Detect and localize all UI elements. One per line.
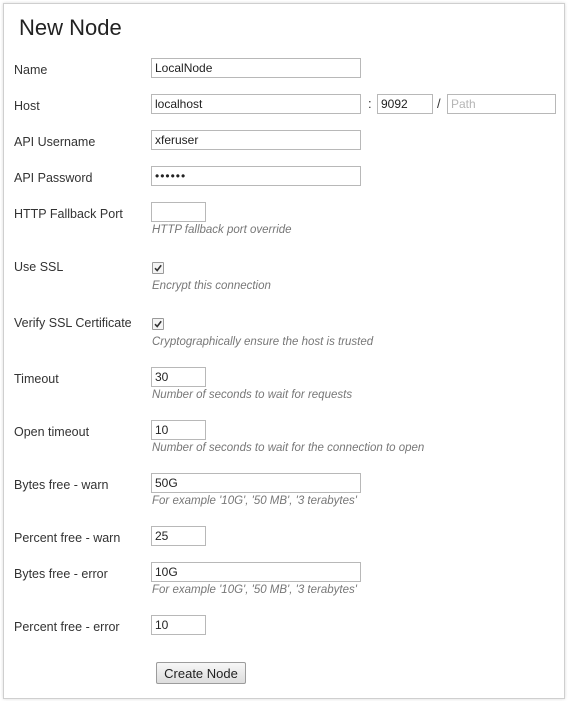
bytes-free-error-input[interactable] xyxy=(151,562,361,582)
timeout-label: Timeout xyxy=(14,372,59,386)
path-separator: / xyxy=(437,96,441,111)
open-timeout-hint: Number of seconds to wait for the connection to open xyxy=(152,442,425,454)
percent-free-error-label: Percent free - error xyxy=(14,620,120,634)
name-label: Name xyxy=(14,63,48,77)
api-password-label: API Password xyxy=(14,171,93,185)
port-separator: : xyxy=(368,96,372,111)
use-ssl-hint: Encrypt this connection xyxy=(152,280,271,292)
host-input[interactable] xyxy=(151,94,361,114)
bytes-free-warn-hint: For example '10G', '50 MB', '3 terabytes' xyxy=(152,495,357,507)
open-timeout-input[interactable] xyxy=(151,420,206,440)
host-label: Host xyxy=(14,99,40,113)
timeout-hint: Number of seconds to wait for requests xyxy=(152,389,353,401)
timeout-input[interactable] xyxy=(151,367,206,387)
path-input[interactable] xyxy=(447,94,556,114)
api-password-input[interactable] xyxy=(151,166,361,186)
api-username-label: API Username xyxy=(14,135,96,149)
bytes-free-error-hint: For example '10G', '50 MB', '3 terabytes' xyxy=(152,584,357,596)
verify-ssl-checkbox[interactable] xyxy=(152,318,164,330)
checkmark-icon xyxy=(153,319,163,329)
port-input[interactable] xyxy=(377,94,433,114)
api-username-input[interactable] xyxy=(151,130,361,150)
create-node-button[interactable]: Create Node xyxy=(156,662,246,684)
bytes-free-warn-input[interactable] xyxy=(151,473,361,493)
use-ssl-checkbox[interactable] xyxy=(152,262,164,274)
percent-free-warn-label: Percent free - warn xyxy=(14,531,121,545)
percent-free-warn-input[interactable] xyxy=(151,526,206,546)
percent-free-error-input[interactable] xyxy=(151,615,206,635)
http-fallback-port-hint: HTTP fallback port override xyxy=(152,224,292,236)
bytes-free-error-label: Bytes free - error xyxy=(14,567,108,581)
verify-ssl-label: Verify SSL Certificate xyxy=(14,316,132,330)
http-fallback-port-label: HTTP Fallback Port xyxy=(14,207,123,221)
http-fallback-port-input[interactable] xyxy=(151,202,206,222)
verify-ssl-hint: Cryptographically ensure the host is trusted xyxy=(152,336,374,348)
bytes-free-warn-label: Bytes free - warn xyxy=(14,478,109,492)
page-title: New Node xyxy=(19,15,122,40)
use-ssl-label: Use SSL xyxy=(14,260,64,274)
checkmark-icon xyxy=(153,263,163,273)
name-input[interactable] xyxy=(151,58,361,78)
open-timeout-label: Open timeout xyxy=(14,425,90,439)
